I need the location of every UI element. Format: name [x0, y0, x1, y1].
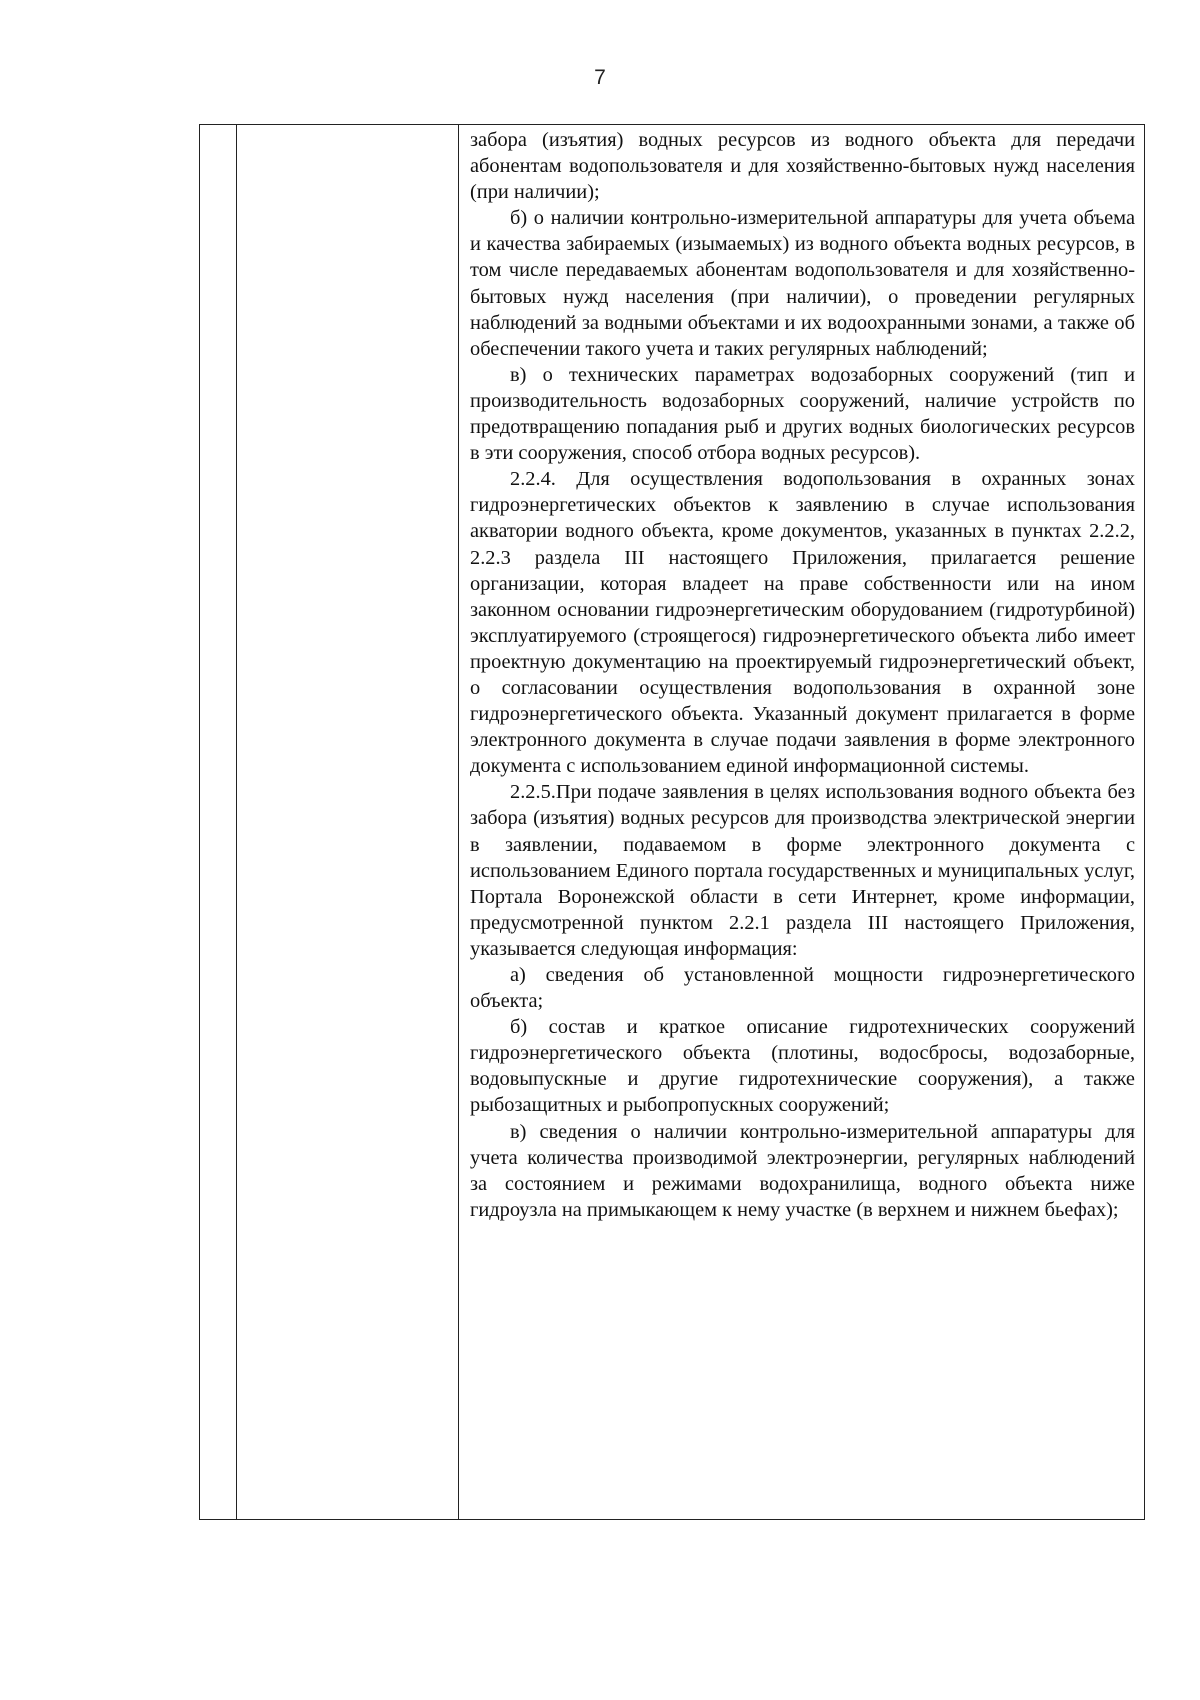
paragraph: а) сведения об установленной мощности гидроэнергетического объекта; [470, 964, 1135, 1013]
paragraph: в) сведения о наличии контрольно-измерительной аппаратуры для учета количества производимой электроэнергии, регулярных наблюдений за состоянием и режимами водохранилища, водного объекта ниже гидроузла на примыкающем к нему участке (в верхнем и нижнем бьефах); [470, 1120, 1135, 1221]
document-table [199, 124, 1145, 1520]
paragraph: в) о технических параметрах водозаборных сооружений (тип и производительность водозаборных сооружений, наличие устройств по предотвращению попадания рыб и других водных биологических ресурсов в эти сооружения, способ отбора водных ресурсов). [470, 363, 1135, 465]
paragraph: 2.2.5.При подаче заявления в целях использования водного объекта без забора (изъятия) водных ресурсов для производства электрической энергии в заявлении, подаваемом в форме электронного документа с использованием Единого портала государственных и муниципальных услуг, Портала Воронежской области в сети Интернет, кроме информации, предусмотренной пунктом 2.2.1 раздела III настоящего Приложения, указывается следующая информация: [470, 781, 1135, 960]
content-cell [470, 127, 1135, 1223]
page-number: 7 [594, 66, 606, 89]
paragraph: б) состав и краткое описание гидротехнических сооружений гидроэнергетического объекта (плотины, водосбросы, водозаборные, водовыпускные и другие гидротехнические сооружения), а также рыбозащитных и рыбопропускных сооружений; [470, 1016, 1135, 1117]
paragraph: забора (изъятия) водных ресурсов из водного объекта для передачи абонентам водопользователя и для хозяйственно-бытовых нужд населения (при наличии); [470, 129, 1135, 204]
table-column-divider [458, 125, 459, 1519]
paragraph: б) о наличии контрольно-измерительной аппаратуры для учета объема и качества забираемых (изымаемых) из водного объекта водных ресурсов, в том числе передаваемых абонентам водопользователя и для хозяйственно-бытовых нужд населения (при наличии), о проведении регулярных наблюдений за водными объектами и их водоохранными зонами, а также об обеспечении такого учета и таких регулярных наблюдений; [470, 207, 1135, 360]
paragraph: 2.2.4. Для осуществления водопользования в охранных зонах гидроэнергетических объектов к заявлению в случае использования акватории водного объекта, кроме документов, указанных в пунктах 2.2.2, 2.2.3 раздела III настоящего Приложения, прилагается решение организации, которая владеет на праве собственности или на ином законном основании гидроэнергетическим оборудованием (гидротурбиной) эксплуатируемого (строящегося) гидроэнергетического объекта либо имеет проектную документацию на проектируемый гидроэнергетический объект, о согласовании осуществления водопользования в охранной зоне гидроэнергетического объекта. Указанный документ прилагается в форме электронного документа в случае подачи заявления в форме электронного документа с использованием единой информационной системы. [470, 468, 1135, 778]
table-column-divider [236, 125, 237, 1519]
